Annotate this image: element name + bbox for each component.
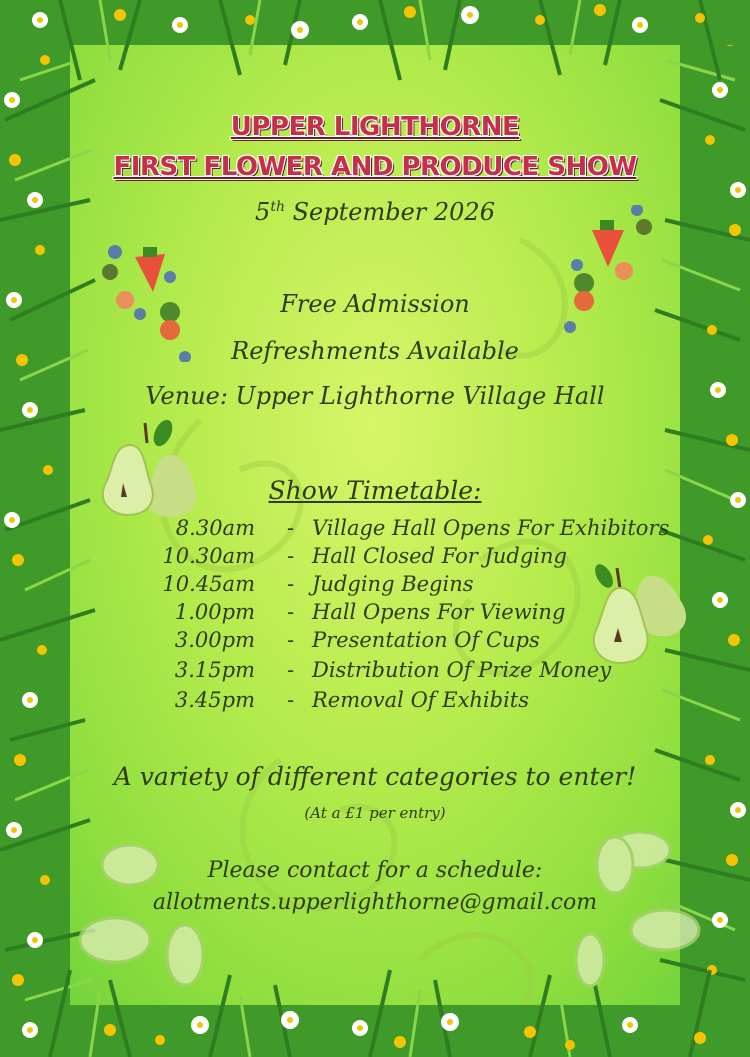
timetable-event: Hall Opens For Viewing	[312, 600, 566, 624]
date-suffix: th	[270, 199, 285, 215]
contact-email: allotments.upperlighthorne@gmail.com	[152, 890, 598, 915]
apple-slice-icon	[60, 830, 210, 1000]
timetable-event: Hall Closed For Judging	[312, 544, 567, 568]
timetable-time: 3.15pm	[174, 658, 255, 682]
timetable-event: Judging Begins	[312, 572, 474, 596]
timetable-dash: -	[287, 544, 295, 568]
timetable-time: 10.30am	[162, 544, 255, 568]
date-day: 5	[255, 198, 271, 226]
categories-note: A variety of different categories to enter!	[113, 762, 637, 791]
timetable-dash: -	[287, 628, 295, 652]
timetable-time: 3.45pm	[174, 688, 255, 712]
show-date	[0, 198, 750, 226]
timetable-dash: -	[287, 516, 295, 540]
timetable-event: Removal Of Exhibits	[312, 688, 530, 712]
timetable-row	[0, 544, 750, 572]
admission-info: Free Admission	[280, 290, 470, 318]
date-rest: September 2026	[284, 198, 495, 226]
timetable-dash: -	[287, 688, 295, 712]
timetable-dash: -	[287, 658, 295, 682]
timetable-row	[0, 688, 750, 716]
timetable-event: Presentation Of Cups	[312, 628, 540, 652]
title-line-1: UPPER LIGHTHORNE	[230, 112, 520, 142]
timetable-event: Distribution Of Prize Money	[312, 658, 612, 682]
timetable-row	[0, 628, 750, 656]
contact-label: Please contact for a schedule:	[207, 858, 543, 883]
timetable-dash: -	[287, 572, 295, 596]
timetable-time: 1.00pm	[174, 600, 255, 624]
timetable-row	[0, 600, 750, 628]
timetable-event: Village Hall Opens For Exhibitors	[312, 516, 670, 540]
grass-border-top	[0, 0, 750, 90]
timetable-dash: -	[287, 600, 295, 624]
venue-info: Venue: Upper Lighthorne Village Hall	[145, 382, 605, 410]
timetable-time: 10.45am	[162, 572, 255, 596]
timetable-row	[0, 658, 750, 686]
title-line-2: FIRST FLOWER AND PRODUCE SHOW	[113, 152, 637, 182]
timetable-heading: Show Timetable:	[268, 476, 482, 505]
entry-fee-note: (At a £1 per entry)	[304, 804, 446, 822]
timetable-row	[0, 572, 750, 600]
timetable-row	[0, 516, 750, 544]
timetable-time: 3.00pm	[174, 628, 255, 652]
refreshments-info: Refreshments Available	[231, 337, 519, 365]
timetable-time: 8.30am	[175, 516, 255, 540]
